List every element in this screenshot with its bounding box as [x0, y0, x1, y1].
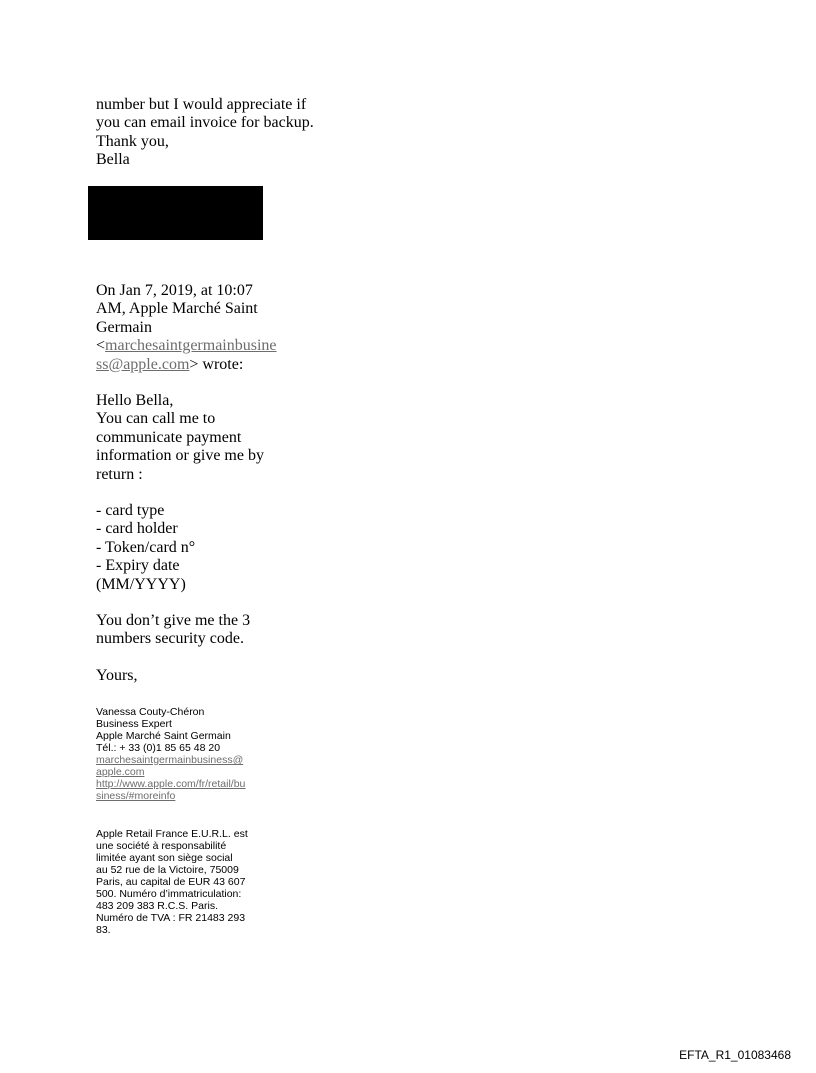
message-line: You can call me to	[96, 410, 216, 428]
signature-phone: Tél.: + 33 (0)1 85 65 48 20	[96, 742, 221, 754]
quote-header	[96, 282, 277, 374]
list-item: - Expiry date	[96, 557, 180, 575]
message-line: You don’t give me the 3	[96, 612, 251, 629]
reply-line: number but I would appreciate if	[96, 96, 307, 113]
legal-line: 500. Numéro d’immatriculation:	[96, 888, 242, 900]
reply-line: Thank you,	[96, 132, 169, 150]
signature-store: Apple Marché Saint Germain	[96, 730, 231, 742]
closing	[96, 667, 138, 685]
reply-signoff: Bella	[96, 151, 130, 169]
list-item: - card type	[96, 502, 165, 519]
signature-url-link[interactable]: http://www.apple.com/fr/retail/bu	[96, 778, 246, 790]
quote-sender-line: Germain	[96, 318, 152, 336]
list-item: - Token/card n°	[96, 538, 196, 556]
reply-line: you can email invoice for backup.	[96, 114, 314, 132]
bates-number: EFTA_R1_01083468	[679, 1048, 791, 1062]
quote-email-line	[96, 356, 277, 374]
quote-sender-line: AM, Apple Marché Saint	[96, 300, 258, 318]
legal-line: une société à responsabilité	[96, 840, 227, 852]
message-line: Hello Bella,	[96, 392, 174, 409]
signature-email-link[interactable]: apple.com	[96, 766, 145, 778]
legal-line: Paris, au capital de EUR 43 607	[96, 876, 246, 888]
message-line: information or give me by	[96, 447, 264, 465]
signature-email-link[interactable]: marchesaintgermainbusiness@	[96, 754, 244, 766]
closing-line: Yours,	[96, 667, 138, 684]
legal-line: au 52 rue de la Victoire, 75009	[96, 864, 239, 876]
legal-line: Numéro de TVA : FR 21483 293	[96, 912, 246, 924]
security-note	[96, 612, 250, 649]
list-item: - card holder	[96, 520, 178, 538]
message-greeting	[96, 392, 264, 484]
payment-fields-list	[96, 502, 195, 594]
signature-name: Vanessa Couty-Chéron	[96, 706, 205, 718]
sender-email-link[interactable]: marchesaintgermainbusine	[105, 337, 277, 355]
email-signature	[96, 706, 245, 802]
redaction-box	[88, 186, 263, 240]
open-bracket: <	[96, 337, 106, 355]
message-line: numbers security code.	[96, 630, 244, 648]
message-line: communicate payment	[96, 428, 242, 446]
reply-text	[96, 96, 314, 170]
wrote-label: > wrote:	[189, 355, 244, 373]
legal-notice	[96, 828, 248, 936]
message-line: return :	[96, 465, 143, 483]
sender-email-link[interactable]: ss@apple.com	[96, 355, 190, 373]
legal-line: 83.	[96, 924, 111, 936]
quote-date-line: On Jan 7, 2019, at 10:07	[96, 282, 253, 299]
signature-url-link[interactable]: siness/#moreinfo	[96, 790, 176, 802]
signature-title: Business Expert	[96, 718, 172, 730]
legal-line: 483 209 383 R.C.S. Paris.	[96, 900, 218, 912]
legal-line: Apple Retail France E.U.R.L. est	[96, 828, 248, 840]
legal-line: limitée ayant son siège social	[96, 852, 233, 864]
quote-email-line	[96, 337, 277, 355]
list-item: (MM/YYYY)	[96, 575, 186, 593]
